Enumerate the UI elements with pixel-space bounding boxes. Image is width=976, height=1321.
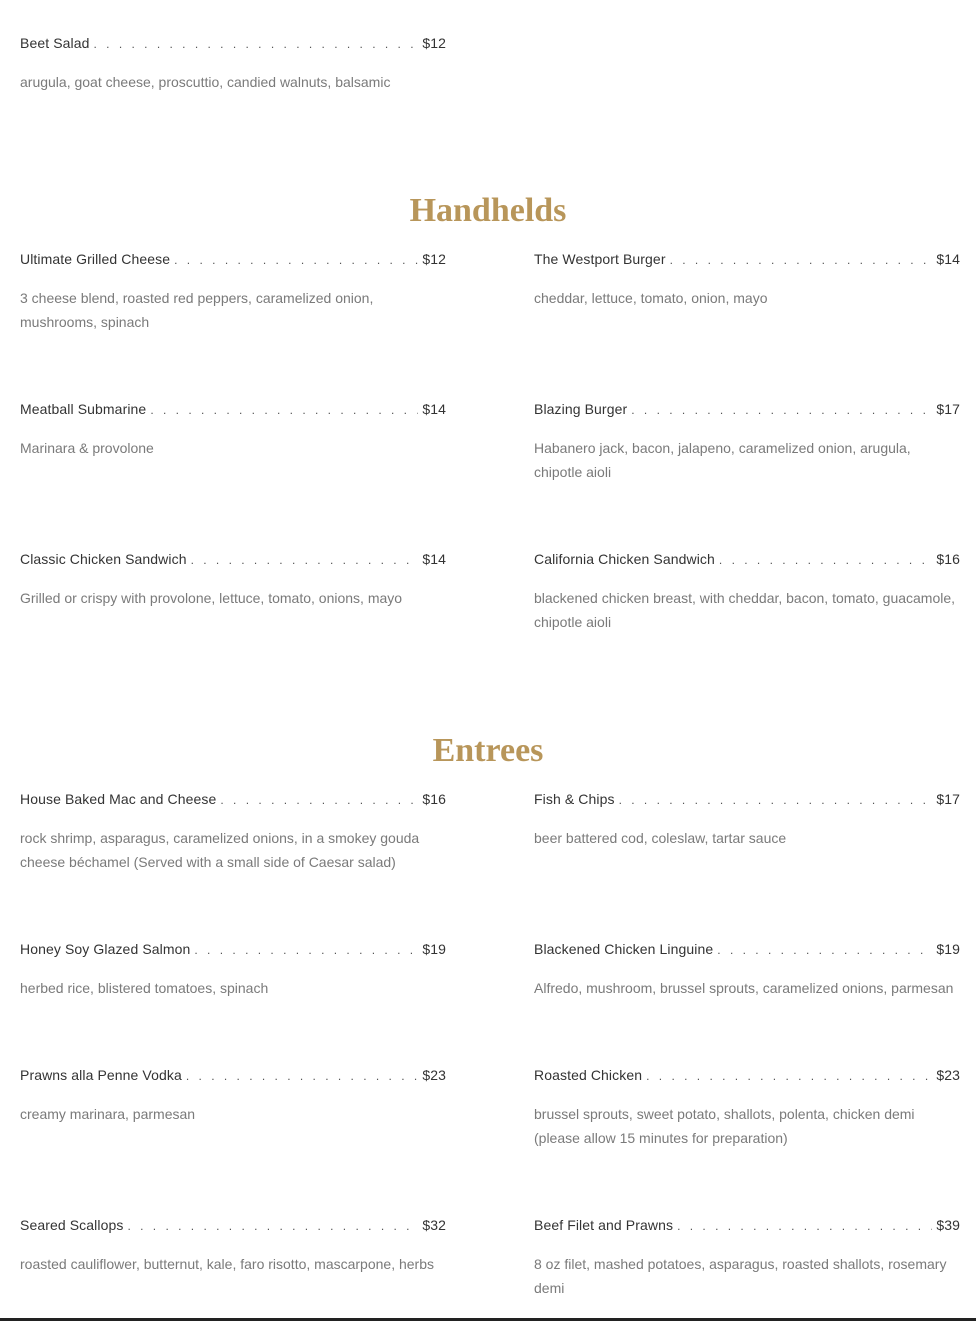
- leader-dots: [646, 1067, 932, 1085]
- menu-item: [20, 790, 446, 874]
- item-description: roasted cauliflower, butternut, kale, faro risotto, mascarpone, herbs: [20, 1256, 434, 1272]
- menu-item: [20, 940, 446, 1000]
- item-description: arugula, goat cheese, proscuttio, candied walnuts, balsamic: [20, 74, 391, 90]
- item-description: 8 oz filet, mashed potatoes, asparagus, roasted shallots, rosemary demi: [534, 1256, 947, 1296]
- item-price: $17: [936, 791, 960, 807]
- menu-item: [534, 250, 960, 310]
- menu-item: [20, 34, 446, 94]
- item-price: $12: [422, 35, 446, 51]
- leader-dots: [677, 1217, 932, 1235]
- item-price: $19: [422, 941, 446, 957]
- item-description: Habanero jack, bacon, jalapeno, caramelized onion, arugula, chipotle aioli: [534, 440, 911, 480]
- item-description: beer battered cod, coleslaw, tartar sauce: [534, 830, 787, 846]
- item-price: $12: [422, 251, 446, 267]
- item-price: $32: [422, 1217, 446, 1233]
- menu-item: [534, 790, 960, 850]
- item-description: 3 cheese blend, roasted red peppers, caramelized onion, mushrooms, spinach: [20, 290, 374, 330]
- menu-item: [534, 1066, 960, 1150]
- leader-dots: [717, 941, 932, 959]
- menu-item: [534, 550, 960, 634]
- item-name: Ultimate Grilled Cheese: [20, 251, 171, 267]
- item-description: herbed rice, blistered tomatoes, spinach: [20, 980, 269, 996]
- item-name: Beet Salad: [20, 35, 90, 51]
- leader-dots: [619, 791, 933, 809]
- menu-item: [20, 250, 446, 334]
- leader-dots: [220, 791, 418, 809]
- item-description: rock shrimp, asparagus, caramelized onions, in a smokey gouda cheese béchamel (Served with a small side of Caesar salad): [20, 830, 420, 870]
- item-price: $23: [422, 1067, 446, 1083]
- item-description: creamy marinara, parmesan: [20, 1106, 196, 1122]
- item-description: Marinara & provolone: [20, 440, 154, 456]
- item-description: blackened chicken breast, with cheddar, bacon, tomato, guacamole, chipotle aioli: [534, 590, 956, 630]
- leader-dots: [670, 251, 933, 269]
- menu-item: [20, 550, 446, 610]
- section-heading-handhelds: Handhelds: [409, 192, 567, 229]
- item-name: Blackened Chicken Linguine: [534, 941, 714, 957]
- leader-dots: [719, 551, 932, 569]
- leader-dots: [194, 941, 418, 959]
- item-name: Meatball Submarine: [20, 401, 147, 417]
- item-price: $14: [422, 401, 446, 417]
- item-name: California Chicken Sandwich: [534, 551, 715, 567]
- leader-dots: [150, 401, 418, 419]
- item-name: Beef Filet and Prawns: [534, 1217, 674, 1233]
- leader-dots: [174, 251, 418, 269]
- item-name: Prawns alla Penne Vodka: [20, 1067, 182, 1083]
- item-description: Grilled or crispy with provolone, lettuce, tomato, onions, mayo: [20, 590, 403, 606]
- item-price: $14: [936, 251, 960, 267]
- leader-dots: [186, 1067, 418, 1085]
- menu-item: [534, 400, 960, 484]
- menu-item: [20, 400, 446, 460]
- item-price: $14: [422, 551, 446, 567]
- leader-dots: [191, 551, 419, 569]
- menu-item: [20, 1216, 446, 1276]
- item-name: House Baked Mac and Cheese: [20, 791, 217, 807]
- item-name: Classic Chicken Sandwich: [20, 551, 187, 567]
- menu-item: [534, 940, 960, 1000]
- item-price: $23: [936, 1067, 960, 1083]
- section-heading-entrees: Entrees: [432, 732, 544, 769]
- item-price: $16: [422, 791, 446, 807]
- item-price: $16: [936, 551, 960, 567]
- item-name: Fish & Chips: [534, 791, 615, 807]
- item-price: $19: [936, 941, 960, 957]
- item-name: Seared Scallops: [20, 1217, 124, 1233]
- item-price: $17: [936, 401, 960, 417]
- item-description: cheddar, lettuce, tomato, onion, mayo: [534, 290, 768, 306]
- leader-dots: [94, 35, 419, 53]
- menu-item: [20, 1066, 446, 1126]
- item-name: Blazing Burger: [534, 401, 628, 417]
- leader-dots: [631, 401, 932, 419]
- leader-dots: [127, 1217, 418, 1235]
- item-name: The Westport Burger: [534, 251, 666, 267]
- item-name: Honey Soy Glazed Salmon: [20, 941, 191, 957]
- item-name: Roasted Chicken: [534, 1067, 643, 1083]
- item-price: $39: [936, 1217, 960, 1233]
- menu-item: [534, 1216, 960, 1300]
- item-description: Alfredo, mushroom, brussel sprouts, caramelized onions, parmesan: [534, 980, 954, 996]
- item-description: brussel sprouts, sweet potato, shallots, polenta, chicken demi (please allow 15 minutes for preparation): [534, 1106, 915, 1146]
